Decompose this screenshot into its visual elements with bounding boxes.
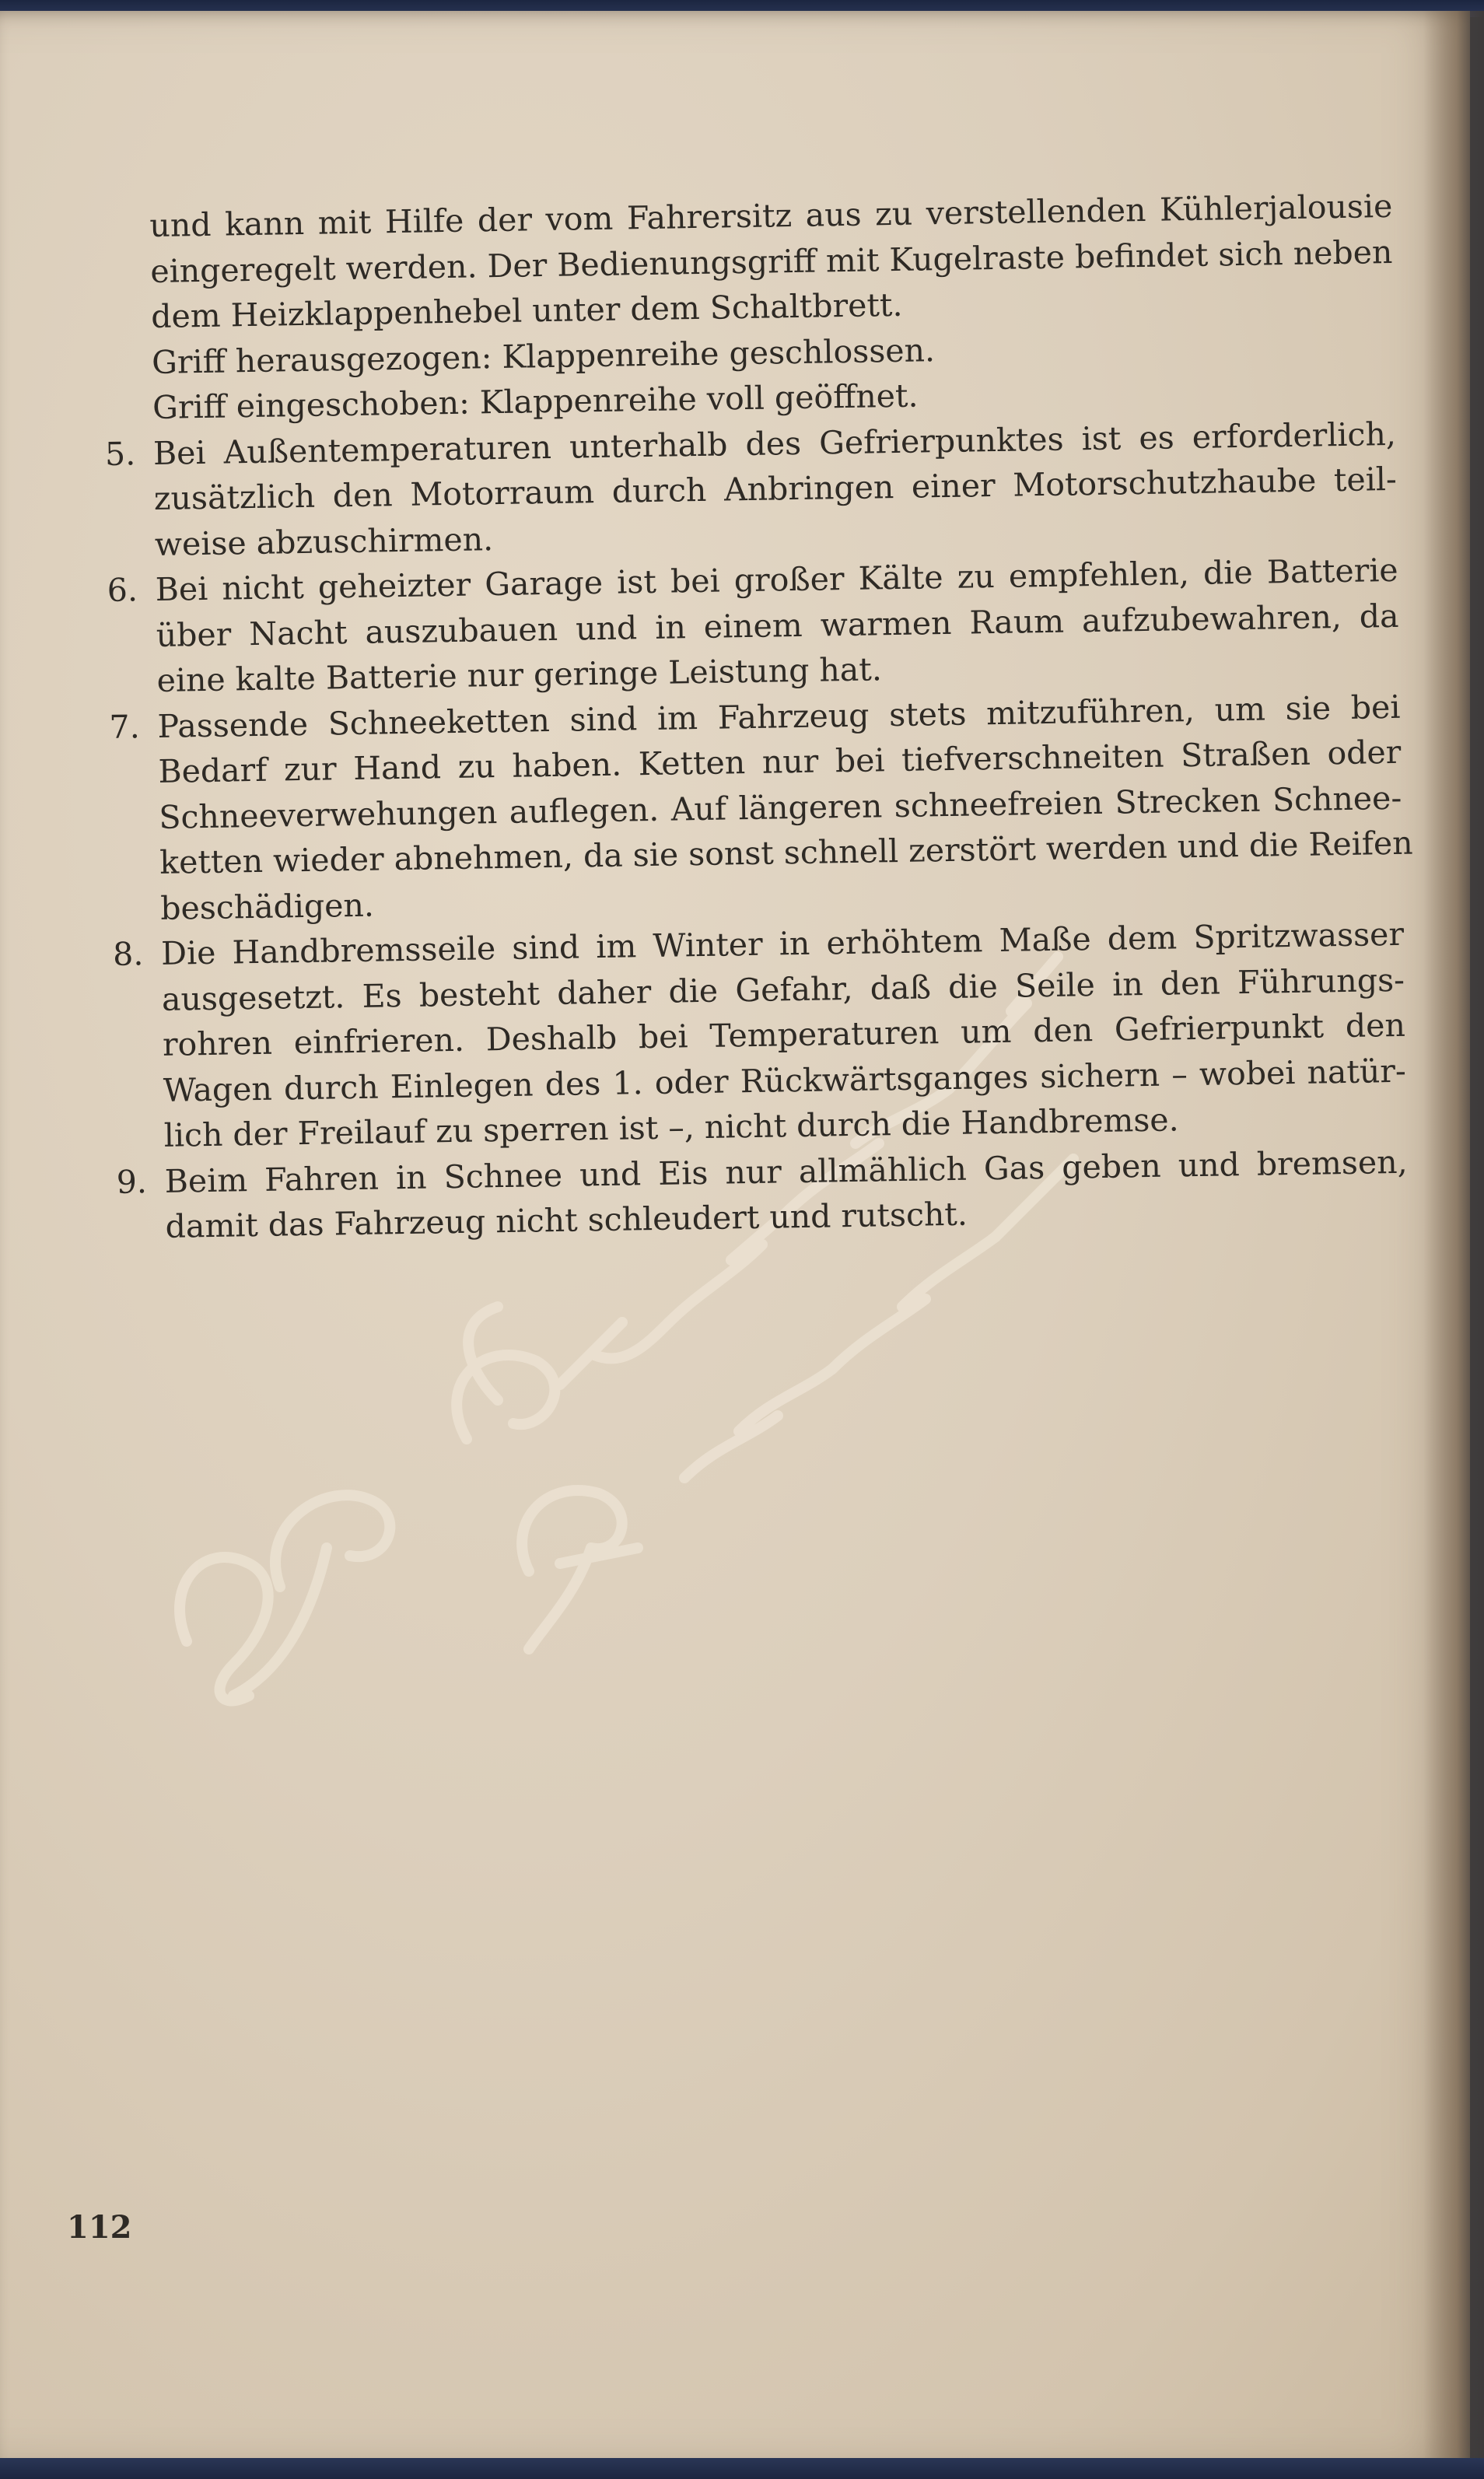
book-binding-bottom (0, 2458, 1484, 2479)
item-number: 5. (104, 434, 136, 473)
text-line: weise abzuschirmen. (154, 520, 494, 563)
text-line: Passende Schneeketten sind im Fahrzeug stets mitzuführen, um sie bei (157, 688, 1401, 745)
text-line: lich der Freilauf zu sperren ist –, nicht durch die Handbremse. (163, 1101, 1179, 1154)
text-line: rohren einfrieren. Deshalb bei Temperaturen um den Gefrierpunkt den (162, 1006, 1406, 1063)
item-number: 9. (116, 1162, 148, 1201)
text-line: und kann mit Hilfe der vom Fahrersitz aus zu verstellenden Kühlerjalousie (149, 187, 1393, 245)
text-line: über Nacht auszubauen und in einem warmen Raum aufzubewahren, da (156, 597, 1399, 654)
text-line: Die Handbremsseile sind im Winter in erhöhtem Maße dem Spritzwasser (160, 915, 1405, 972)
item-number: 8. (112, 935, 144, 973)
page-text (101, 184, 1413, 1250)
text-line: damit das Fahrzeug nicht schleudert und rutscht. (165, 1195, 968, 1245)
page-gutter-shadow (1423, 11, 1484, 2461)
text-line: Bei Außentemperaturen unterhalb des Gefrierpunktes ist es erforderlich, (152, 415, 1397, 472)
text-line: ketten wieder abnehmen, da sie sonst schnell zerstört werden und die Reifen (159, 824, 1413, 881)
text-line: Schneeverwehungen auflegen. Auf längeren schneefreien Strecken Schnee- (159, 779, 1402, 836)
text-line: Bei nicht geheizter Garage ist bei großer Kälte zu empfehlen, die Batterie (155, 551, 1398, 608)
text-line: ausgesetzt. Es besteht daher die Gefahr, daß die Seile in den Führungs- (161, 961, 1405, 1018)
text-line: Griff herausgezogen: Klappenreihe geschlossen. (151, 331, 936, 381)
page-number: 112 (67, 2209, 132, 2246)
item-number: 6. (107, 571, 138, 609)
text-line: Beim Fahren in Schnee und Eis nur allmählich Gas geben und bremsen, (164, 1143, 1408, 1200)
text-line: dem Heizklappenhebel unter dem Schaltbrett. (150, 285, 903, 336)
text-line: Griff eingeschoben: Klappenreihe voll geöffnet. (152, 376, 919, 426)
list-item (107, 548, 1400, 705)
text-line: zusätzlich den Motorraum durch Anbringen einer Motorschutzhaube teil- (153, 460, 1398, 517)
text-line: Wagen durch Einlegen des 1. oder Rückwärtsganges sichern – wobei natür- (163, 1052, 1407, 1109)
text-line: eingeregelt werden. Der Bedienungsgriff mit Kugelraste befindet sich neben (149, 233, 1393, 290)
list-item (109, 684, 1413, 932)
text-line: beschädigen. (159, 886, 375, 927)
text-line: eine kalte Batterie nur geringe Leistung hat. (156, 650, 883, 699)
item-number: 7. (109, 707, 141, 746)
text-line: Bedarf zur Hand zu haben. Ketten nur bei tiefverschneiten Straßen oder (158, 733, 1402, 790)
list-item (113, 912, 1407, 1160)
intro-paragraph (101, 184, 1395, 432)
list-item (105, 411, 1398, 568)
